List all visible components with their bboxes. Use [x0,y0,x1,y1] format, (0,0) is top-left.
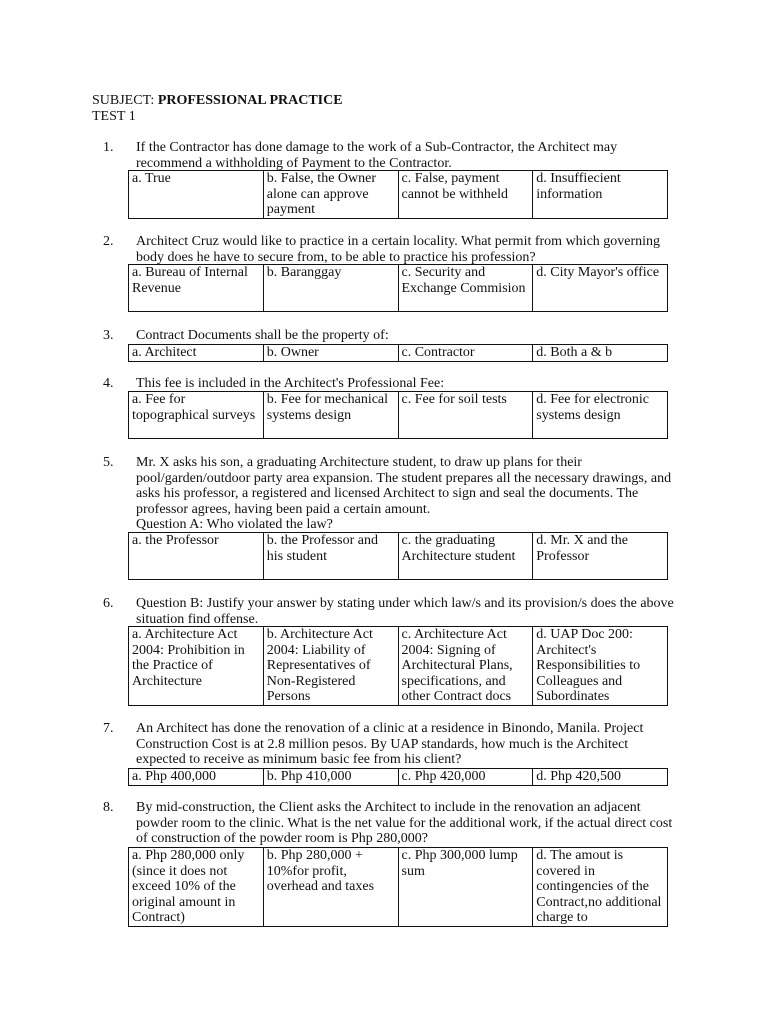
option-b: b. the Professor and his student [263,533,398,580]
question-text: Mr. X asks his son, a graduating Architecture student, to draw up plans for their pool/garden/outdoor party area expansion. The student prepares all the necessary drawings, and asks his professor, a registered and licensed Architect to sign and seal the documents. The professor agrees, having been paid a certain amount. [136,455,672,517]
option-b: b. Baranggay [263,265,398,312]
option-a: a. Architect [129,345,264,362]
option-c: c. Fee for soil tests [398,392,533,439]
options-table [128,532,668,580]
question-number: 3. [103,328,114,343]
option-c: c. Architecture Act 2004: Signing of Architectural Plans, specifications, and other Contract docs [398,627,533,706]
subject-value: PROFESSIONAL PRACTICE [157,93,343,108]
question-text: Contract Documents shall be the property of: [136,328,389,343]
question-number: 7. [103,721,114,736]
question-number: 2. [103,234,114,249]
option-d: d. Fee for electronic systems design [533,392,668,439]
subject-label: SUBJECT: [92,93,155,108]
option-d: d. UAP Doc 200: Architect's Responsibilities to Colleagues and Subordinates [533,627,668,706]
question-number: 8. [103,800,114,815]
option-a: a. Fee for topographical surveys [129,392,264,439]
options-table [128,264,668,312]
option-b: b. Php 410,000 [263,769,398,786]
test-title: TEST 1 [92,109,136,124]
question-text: This fee is included in the Architect's Professional Fee: [136,376,445,391]
option-d: d. Both a & b [533,345,668,362]
question-subtext: Question A: Who violated the law? [136,517,333,532]
option-d: d. Mr. X and the Professor [533,533,668,580]
option-d: d. City Mayor's office [533,265,668,312]
option-c: c. Security and Exchange Commision [398,265,533,312]
option-a: a. Architecture Act 2004: Prohibition in the Practice of Architecture [129,627,264,706]
option-a: a. Bureau of Internal Revenue [129,265,264,312]
question-number: 6. [103,596,114,611]
option-a: a. True [129,171,264,219]
option-d: d. Php 420,500 [533,769,668,786]
options-table [128,344,668,362]
options-table [128,626,668,706]
option-b: b. Php 280,000 + 10%for profit, overhead and taxes [263,848,398,927]
option-b: b. Architecture Act 2004: Liability of Representatives of Non-Registered Persons [263,627,398,706]
option-a: a. the Professor [129,533,264,580]
question-text: If the Contractor has done damage to the work of a Sub-Contractor, the Architect may recommend a withholding of Payment to the Contractor. [136,140,618,171]
option-c: c. the graduating Architecture student [398,533,533,580]
question-number: 1. [103,140,114,155]
options-table [128,170,668,219]
options-table [128,768,668,786]
option-c: c. Php 300,000 lump sum [398,848,533,927]
options-table [128,847,668,927]
question-number: 4. [103,376,114,391]
question-text: Architect Cruz would like to practice in a certain locality. What permit from which governing body does he have to secure from, to be able to practice his profession? [136,234,661,265]
option-c: c. Php 420,000 [398,769,533,786]
option-c: c. Contractor [398,345,533,362]
option-d: d. Insuffiecient information [533,171,668,219]
question-number: 5. [103,455,114,470]
option-d: d. The amout is covered in contingencies of the Contract,no additional charge to [533,848,668,927]
option-c: c. False, payment cannot be withheld [398,171,533,219]
option-b: b. Fee for mechanical systems design [263,392,398,439]
option-b: b. Owner [263,345,398,362]
option-a: a. Php 280,000 only (since it does not exceed 10% of the original amount in Contract) [129,848,264,927]
option-a: a. Php 400,000 [129,769,264,786]
question-text: By mid-construction, the Client asks the Architect to include in the renovation an adjacent powder room to the clinic. What is the net value for the additional work, if the actual direct cost of construction of the powder room is Php 280,000? [136,800,673,846]
question-text: An Architect has done the renovation of a clinic at a residence in Binondo, Manila. Project Construction Cost is at 2.8 million pesos. By UAP standards, how much is the Architect expected to receive as minimum basic fee from his client? [136,721,644,767]
option-b: b. False, the Owner alone can approve payment [263,171,398,219]
options-table [128,391,668,439]
question-text: Question B: Justify your answer by stating under which law/s and its provision/s does the above situation find offense. [136,596,674,627]
subject-line [92,93,343,109]
